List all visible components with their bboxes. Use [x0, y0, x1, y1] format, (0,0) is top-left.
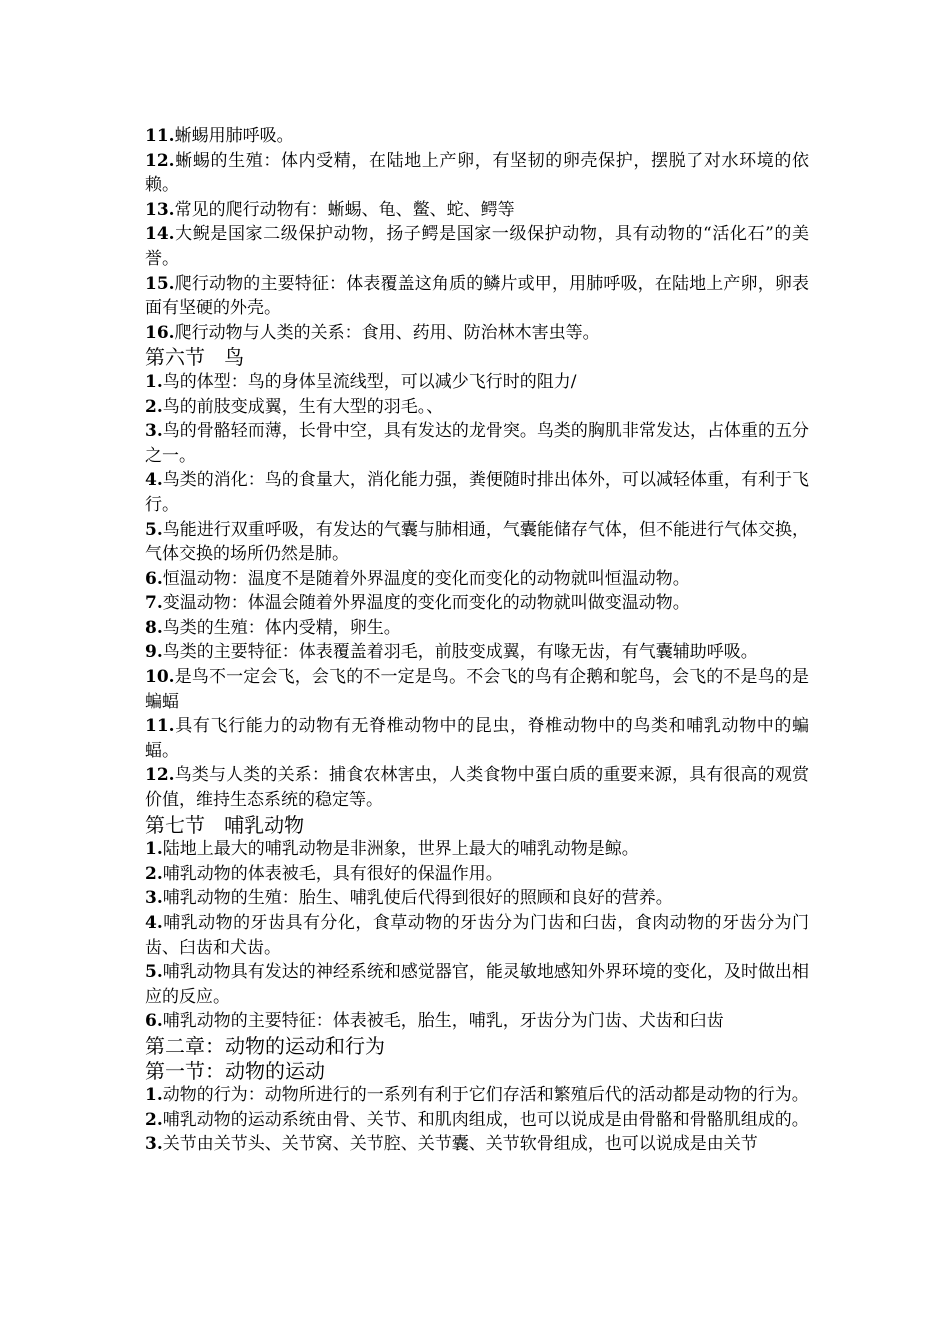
paragraph [145, 370, 809, 395]
item-number: 5. [145, 519, 163, 540]
item-number: 11. [145, 716, 175, 737]
paragraph-text: 鸟类与人类的关系：捕食农林害虫，人类食物中蛋白质的重要来源，具有很高的观赏价值，维持生态系统的稳定等。 [145, 765, 809, 811]
chapter-heading: 第二章：动物的运动和行为 [145, 1033, 385, 1058]
paragraph-text: 鸟类的生殖：体内受精，卵生。 [162, 617, 401, 638]
paragraph [145, 640, 809, 665]
paragraph-text: 动物的行为：动物所进行的一系列有利于它们存活和繁殖后代的活动都是动物的行为。 [162, 1085, 809, 1106]
item-number: 2. [145, 396, 163, 417]
item-number: 8. [145, 617, 163, 638]
paragraph-text: 鸟的前肢变成翼，生有大型的羽毛。、 [162, 396, 444, 417]
item-number: 12. [145, 765, 175, 786]
item-number: 7. [145, 593, 163, 614]
paragraph [145, 1083, 809, 1108]
document-page [145, 124, 809, 1157]
paragraph-text: 蜥蜴的生殖：体内受精，在陆地上产卵，有坚韧的卵壳保护，摆脱了对水环境的依赖。 [145, 150, 809, 196]
paragraph [145, 665, 809, 714]
paragraph-text: 陆地上最大的哺乳动物是非洲象，世界上最大的哺乳动物是鲸。 [162, 839, 639, 860]
item-number: 10. [145, 667, 175, 688]
paragraph [145, 862, 809, 887]
paragraph-text: 蜥蜴用肺呼吸。 [174, 126, 294, 146]
paragraph-text: 是鸟不一定会飞，会飞的不一定是鸟。不会飞的鸟有企鹅和鸵鸟，会飞的不是鸟的是蝙蝠 [145, 667, 809, 712]
paragraph-text: 常见的爬行动物有：蜥蜴、龟、鳖、蛇、鳄等 [174, 199, 515, 220]
paragraph-text: 恒温动物：温度不是随着外界温度的变化而变化的动物就叫恒温动物。 [162, 568, 690, 589]
item-number: 4. [145, 913, 163, 933]
section-heading: 第六节 鸟 [145, 345, 245, 370]
paragraph [145, 591, 809, 616]
item-number: 5. [145, 962, 163, 983]
item-number: 2. [145, 1109, 163, 1130]
paragraph [145, 886, 809, 911]
paragraph [145, 149, 809, 198]
section-heading: 第七节 哺乳动物 [145, 812, 305, 837]
item-number: 13. [145, 199, 175, 220]
paragraph [145, 567, 809, 592]
item-number: 12. [145, 150, 175, 171]
item-number: 3. [145, 888, 163, 909]
item-number: 15. [145, 273, 175, 294]
item-number: 6. [145, 1011, 163, 1032]
paragraph-text: 哺乳动物的体表被毛，具有很好的保温作用。 [162, 863, 503, 884]
paragraph [145, 1108, 809, 1133]
paragraph-text: 鸟能进行双重呼吸，有发达的气囊与肺相通，气囊能储存气体，但不能进行气体交换，气体交换的场所仍然是肺。 [145, 519, 809, 565]
item-number: 2. [145, 863, 163, 884]
paragraph [145, 468, 809, 517]
paragraph [145, 272, 809, 321]
paragraph-text: 爬行动物与人类的关系：食用、药用、防治林木害虫等。 [174, 322, 600, 343]
paragraph [145, 616, 809, 641]
paragraph-text: 哺乳动物的生殖：胎生、哺乳使后代得到很好的照顾和良好的营养。 [162, 888, 673, 909]
paragraph-text: 具有飞行能力的动物有无脊椎动物中的昆虫，脊椎动物中的鸟类和哺乳动物中的蝙蝠。 [145, 716, 809, 761]
paragraph-text: 关节由关节头、关节窝、关节腔、关节囊、关节软骨组成，也可以说成是由关节 [162, 1134, 758, 1155]
paragraph-text: 哺乳动物的牙齿具有分化，食草动物的牙齿分为门齿和臼齿，食肉动物的牙齿分为门齿、臼齿和犬齿。 [145, 913, 809, 958]
paragraph [145, 124, 809, 149]
paragraph-text: 鸟类的主要特征：体表覆盖着羽毛，前肢变成翼，有喙无齿，有气囊辅助呼吸。 [162, 642, 758, 663]
paragraph-text: 鸟的体型：鸟的身体呈流线型，可以减少飞行时的阻力/ [162, 371, 577, 392]
item-number: 1. [145, 1085, 163, 1106]
paragraph [145, 395, 809, 420]
section-heading: 第一节：动物的运动 [145, 1058, 325, 1083]
paragraph [145, 321, 809, 346]
paragraph [145, 714, 809, 763]
paragraph [145, 837, 809, 862]
item-number: 1. [145, 839, 163, 860]
paragraph [145, 419, 809, 468]
paragraph-text: 哺乳动物的主要特征：体表被毛，胎生，哺乳，牙齿分为门齿、犬齿和臼齿 [162, 1011, 724, 1032]
paragraph [145, 198, 809, 223]
item-number: 9. [145, 642, 163, 663]
paragraph-text: 大鲵是国家二级保护动物，扬子鳄是国家一级保护动物，具有动物的“活化石”的美誉。 [145, 224, 809, 269]
paragraph-text: 爬行动物的主要特征：体表覆盖这角质的鳞片或甲，用肺呼吸，在陆地上产卵，卵表面有坚硬的外壳。 [145, 273, 809, 319]
paragraph [145, 222, 809, 271]
item-number: 4. [145, 470, 163, 491]
paragraph-text: 哺乳动物的运动系统由骨、关节、和肌肉组成，也可以说成是由骨骼和骨骼肌组成的。 [162, 1109, 809, 1130]
paragraph [145, 1132, 809, 1157]
item-number: 14. [145, 224, 175, 245]
paragraph [145, 960, 809, 1009]
item-number: 1. [145, 371, 163, 392]
paragraph-text: 哺乳动物具有发达的神经系统和感觉器官，能灵敏地感知外界环境的变化，及时做出相应的反应。 [145, 962, 809, 1007]
paragraph-text: 鸟的骨骼轻而薄，长骨中空，具有发达的龙骨突。鸟类的胸肌非常发达，占体重的五分之一。 [145, 421, 809, 466]
item-number: 11. [145, 126, 175, 146]
paragraph [145, 911, 809, 960]
paragraph-text: 变温动物：体温会随着外界温度的变化而变化的动物就叫做变温动物。 [162, 593, 690, 614]
paragraph-text: 鸟类的消化：鸟的食量大，消化能力强，粪便随时排出体外，可以减轻体重，有利于飞行。 [145, 470, 809, 515]
item-number: 6. [145, 568, 163, 589]
paragraph [145, 763, 809, 812]
paragraph [145, 1009, 809, 1034]
item-number: 3. [145, 1134, 163, 1155]
item-number: 16. [145, 322, 175, 343]
paragraph [145, 518, 809, 567]
item-number: 3. [145, 421, 163, 442]
